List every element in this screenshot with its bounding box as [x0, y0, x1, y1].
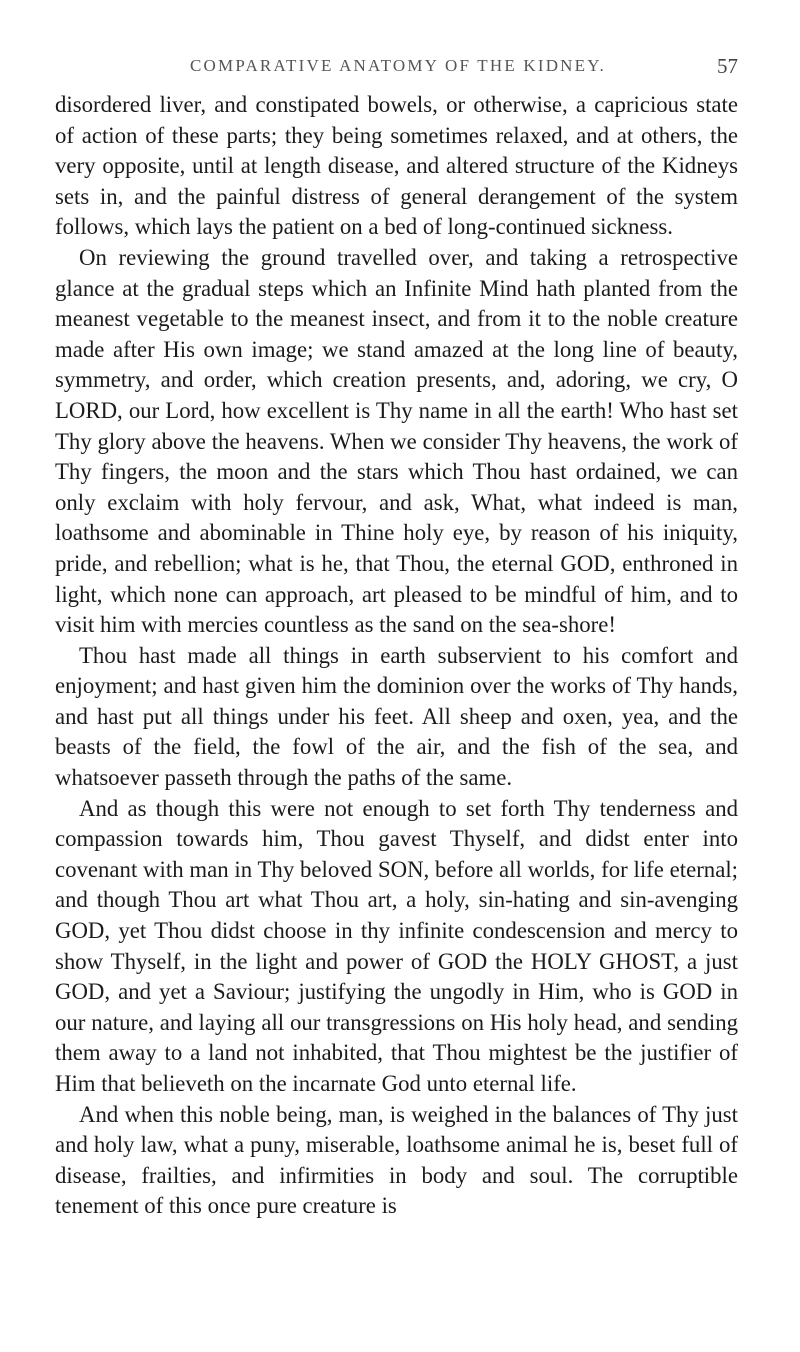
paragraph: On reviewing the ground travelled over, and taking a retrospective glance at the gradual steps which an Infinite Mind hath planted from the meanest vegetable to the meanest insect, and from it to the noble creature made after His own image; we stand amazed at the long line of beauty, symmetry, and order, which creation presents, and, adoring, we cry, O LORD, our Lord, how excellent is Thy name in all the earth! Who hast set Thy glory above the heavens. When we consider Thy heavens, the work of Thy fingers, the moon and the stars which Thou hast ordained, we can only exclaim with holy fervour, and ask, What, what indeed is man, loathsome and abominable in Thine holy eye, by reason of his iniquity, pride, and rebellion; what is he, that Thou, the eternal GOD, enthroned in light, which none can approach, art pleased to be mindful of him, and to visit him with mercies countless as the sand on the sea-shore! — [55, 244, 738, 638]
paragraph: And as though this were not enough to set forth Thy tenderness and compassion towards him, Thou gavest Thyself, and didst enter into covenant with man in Thy beloved SON, before all worlds, for life eternal; and though Thou art what Thou art, a holy, sin-hating and sin-avenging GOD, yet Thou didst choose in thy infinite condescension and mercy to show Thyself, in the light and power of GOD the HOLY GHOST, a just GOD, and yet a Saviour; justifying the ungodly in Him, who is GOD in our nature, and laying all our transgressions on His holy head, and sending them away to a land not inhabited, that Thou mightest be the justifier of Him that believeth on the incarnate God unto eternal life. — [55, 795, 738, 1096]
running-head — [58, 56, 738, 84]
body-text — [55, 90, 738, 1222]
paragraph: And when this noble being, man, is weighed in the balances of Thy just and holy law, what a puny, miserable, loathsome animal he is, beset full of disease, frailties, and infirmities in body and soul. The corruptible tenement of this once pure creature is — [55, 1101, 738, 1219]
running-title: COMPARATIVE ANATOMY OF THE KIDNEY. — [190, 56, 606, 75]
paragraph: disordered liver, and constipated bowels, or otherwise, a capricious state of action of these parts; they being sometimes relaxed, and at others, the very opposite, until at length disease, and altered structure of the Kidneys sets in, and the painful distress of general derangement of the system follows, which lays the patient on a bed of long-continued sickness. — [55, 92, 738, 240]
paragraph: Thou hast made all things in earth subservient to his comfort and enjoyment; and hast given him the dominion over the works of Thy hands, and hast put all things under his feet. All sheep and oxen, yea, and the beasts of the field, the fowl of the air, and the fish of the sea, and whatsoever passeth through the paths of the same. — [55, 642, 738, 791]
page-number: 57 — [717, 54, 738, 78]
